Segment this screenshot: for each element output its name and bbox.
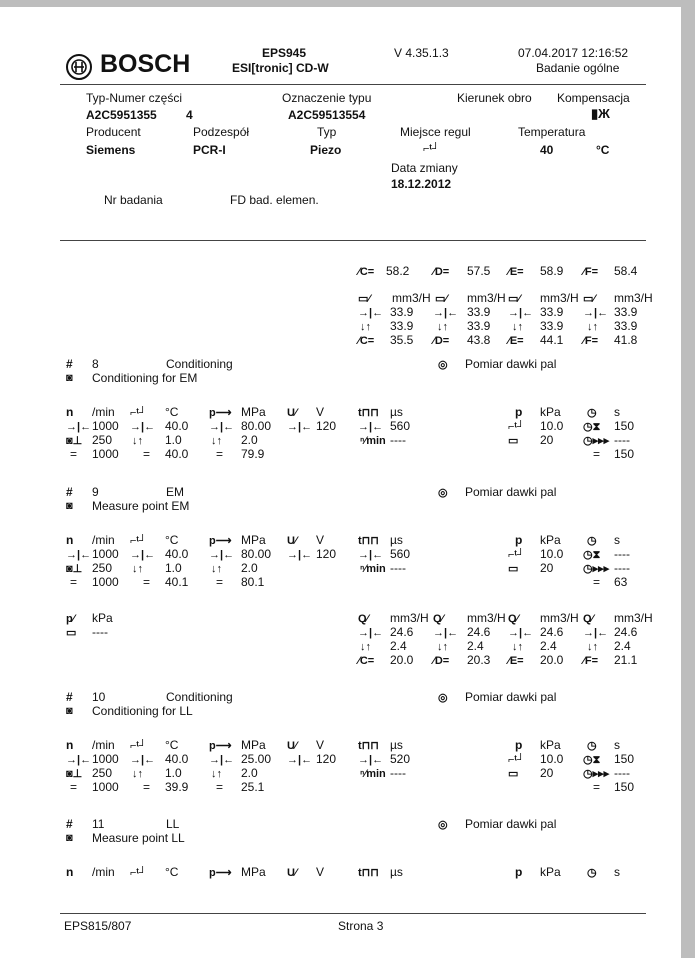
model: EPS945 <box>262 46 307 60</box>
section-desc: Conditioning for EM <box>92 371 198 385</box>
time-unit: µs <box>390 865 403 879</box>
p-label: p <box>515 533 523 547</box>
ramp-icon: ◙⊥ <box>66 435 83 447</box>
pressure-unit: MPa <box>241 405 266 419</box>
summary-f: 58.4 <box>614 264 638 278</box>
divider <box>60 84 646 85</box>
rpm-unit: /min <box>92 865 115 879</box>
summary-value: 35.5 <box>390 333 414 347</box>
subassembly-label: Podzespół <box>193 125 250 139</box>
setpoint-icon: →|← <box>358 421 384 433</box>
n-alt: 250 <box>92 766 113 780</box>
setpoint-icon: →|← <box>433 307 459 319</box>
quantity-icon: Q⁄ <box>358 613 369 625</box>
setpoint-icon: →|← <box>358 754 384 766</box>
thermometer-icon: ⌐ᵗ┘ <box>130 535 147 547</box>
s-alt: ---- <box>614 433 630 447</box>
section-type: Conditioning <box>166 690 233 704</box>
eq: = <box>143 447 151 461</box>
tolerance-icon: ↓↑ <box>132 563 143 575</box>
c-label: ⁄C= <box>358 266 375 278</box>
part-number: A2C5951355 <box>86 108 157 122</box>
n-label: n <box>66 405 74 419</box>
em-value: 24.6 <box>467 625 491 639</box>
kind-value: Piezo <box>310 143 342 157</box>
pressure-icon: ▭ <box>508 563 519 575</box>
quantity-icon: ▭⁄ <box>358 293 371 305</box>
em-value: 20.0 <box>540 653 564 667</box>
temp-act: 39.9 <box>165 780 189 794</box>
pressure-rail-icon: p⟶ <box>209 535 232 547</box>
temp-unit: °C <box>596 143 610 157</box>
summary-e: 58.9 <box>540 264 564 278</box>
bosch-logo-icon <box>66 54 92 80</box>
hash: # <box>66 485 73 499</box>
hash: # <box>66 817 73 831</box>
setpoint-icon: →|← <box>130 549 156 561</box>
per-min-icon: ⁿ⁄min <box>360 768 386 780</box>
measure-label: Pomiar dawki pal <box>465 817 557 831</box>
s-unit: s <box>614 865 620 879</box>
em-value: 2.4 <box>467 639 484 653</box>
eq: = <box>216 575 224 589</box>
n-act: 1000 <box>92 575 119 589</box>
voltage-set: 120 <box>316 547 337 561</box>
pressure-tol: 2.0 <box>241 433 258 447</box>
quantity-icon: ▭⁄ <box>435 293 448 305</box>
timer-run-icon: ◷▸▸▸ <box>583 768 610 780</box>
pressure-unit: MPa <box>241 533 266 547</box>
pressure-tol: 2.0 <box>241 766 258 780</box>
type-value: A2C59513554 <box>288 108 366 122</box>
quantity-icon: ▭⁄ <box>508 293 521 305</box>
change-label: Data zmiany <box>391 161 458 175</box>
s-set: 150 <box>614 752 635 766</box>
s-alt: ---- <box>614 561 630 575</box>
tolerance-icon: ↓↑ <box>211 435 222 447</box>
kpa-unit: kPa <box>540 865 561 879</box>
pressure-icon: ▭ <box>66 627 77 639</box>
unit: mm3/H <box>540 611 579 625</box>
summary-value: 33.9 <box>390 319 414 333</box>
temp-unit: °C <box>165 865 179 879</box>
quantity-icon: Q⁄ <box>583 613 594 625</box>
eq: = <box>216 447 224 461</box>
n-label: n <box>66 865 74 879</box>
pressure-rail-icon: p⟶ <box>209 740 232 752</box>
subassembly-value: PCR-I <box>193 143 226 157</box>
em-value: 21.1 <box>614 653 638 667</box>
report-page <box>0 7 681 958</box>
quantity-icon: Q⁄ <box>508 613 519 625</box>
test-no-label: Nr badania <box>104 193 163 207</box>
unit: mm3/H <box>614 291 653 305</box>
tolerance-icon: ↓↑ <box>211 563 222 575</box>
summary-c: 58.2 <box>386 264 410 278</box>
section-number: 8 <box>92 357 99 371</box>
ramp-icon: ◙⊥ <box>66 563 83 575</box>
summary-value: 43.8 <box>467 333 491 347</box>
temp-unit: °C <box>165 738 179 752</box>
timer-run-icon: ◷▸▸▸ <box>583 563 610 575</box>
eq: = <box>593 575 601 589</box>
voltage-icon: U⁄ <box>287 740 297 752</box>
thermometer-icon: ⌐ᵗ┘ <box>130 867 147 879</box>
section-desc: Measure point EM <box>92 499 190 513</box>
c-label: ⁄C= <box>358 655 375 667</box>
n-act: 1000 <box>92 780 119 794</box>
divider <box>60 240 646 241</box>
pressure-act: 79.9 <box>241 447 265 461</box>
em-value: 20.0 <box>390 653 414 667</box>
temp-unit: °C <box>165 533 179 547</box>
setpoint-icon: →|← <box>287 421 313 433</box>
summary-d: 57.5 <box>467 264 491 278</box>
compensation-label: Kompensacja <box>557 91 630 105</box>
timer-icon: ◷⧗ <box>583 421 601 433</box>
tolerance-icon: ↓↑ <box>437 321 448 333</box>
rpm-unit: /min <box>92 405 115 419</box>
summary-value: 33.9 <box>614 319 638 333</box>
rpm-unit: /min <box>92 738 115 752</box>
measure-icon: ◎ <box>438 487 448 499</box>
summary-value: 33.9 <box>467 305 491 319</box>
p-label: p⁄ <box>66 613 75 625</box>
hash: # <box>66 357 73 371</box>
voltage-unit: V <box>316 533 325 547</box>
step-icon: ◙ <box>66 372 73 384</box>
tolerance-icon: ↓↑ <box>587 321 598 333</box>
s-unit: s <box>614 738 620 752</box>
em-value: 24.6 <box>614 625 638 639</box>
clock-icon: ◷ <box>587 740 597 752</box>
clock-icon: ◷ <box>587 407 597 419</box>
eq: = <box>143 575 151 589</box>
n-set: 1000 <box>92 752 119 766</box>
timer-run-icon: ◷▸▸▸ <box>583 435 610 447</box>
time-set: 560 <box>390 419 411 433</box>
per-min-icon: ⁿ⁄min <box>360 435 386 447</box>
f-label: ⁄F= <box>583 655 598 667</box>
thermometer-icon: ⌐ᵗ┘ <box>508 421 525 433</box>
tolerance-icon: ↓↑ <box>360 641 371 653</box>
setpoint-icon: →|← <box>358 627 384 639</box>
pressure-act: 25.1 <box>241 780 265 794</box>
thermometer-icon: ⌐ᵗ┘ <box>130 407 147 419</box>
temp-set: 40.0 <box>165 752 189 766</box>
eq: = <box>216 780 224 794</box>
pressure-rail-icon: p⟶ <box>209 407 232 419</box>
s-act: 150 <box>614 447 635 461</box>
tolerance-icon: ↓↑ <box>132 768 143 780</box>
eq: = <box>593 447 601 461</box>
divider <box>60 913 646 914</box>
setpoint-icon: →|← <box>130 754 156 766</box>
n-set: 1000 <box>92 419 119 433</box>
e-label: ⁄E= <box>508 655 524 667</box>
report-title: Badanie ogólne <box>536 61 620 75</box>
em-value: 2.4 <box>614 639 631 653</box>
setpoint-icon: →|← <box>508 307 534 319</box>
section-desc: Conditioning for LL <box>92 704 193 718</box>
tolerance-icon: ↓↑ <box>360 321 371 333</box>
part-suffix: 4 <box>186 108 193 122</box>
unit: mm3/H <box>614 611 653 625</box>
em-kpa: kPa <box>92 611 113 625</box>
test-name: FD bad. elemen. <box>230 193 319 207</box>
voltage-icon: U⁄ <box>287 535 297 547</box>
pulse-icon: t⊓⊓ <box>358 867 379 879</box>
em-value: 24.6 <box>390 625 414 639</box>
measure-label: Pomiar dawki pal <box>465 485 557 499</box>
time-unit: µs <box>390 405 403 419</box>
unit: mm3/H <box>390 611 429 625</box>
tolerance-icon: ↓↑ <box>512 641 523 653</box>
reg-label: Miejsce regul <box>400 125 471 139</box>
summary-value: 33.9 <box>390 305 414 319</box>
measure-icon: ◎ <box>438 819 448 831</box>
setpoint-icon: →|← <box>66 754 92 766</box>
n-label: n <box>66 533 74 547</box>
tolerance-icon: ↓↑ <box>132 435 143 447</box>
unit: mm3/H <box>467 611 506 625</box>
clock-icon: ◷ <box>587 867 597 879</box>
d-label: ⁄D= <box>433 335 450 347</box>
em-value: 2.4 <box>540 639 557 653</box>
temp-unit: °C <box>165 405 179 419</box>
pulse-icon: t⊓⊓ <box>358 535 379 547</box>
pressure-icon: ▭ <box>508 768 519 780</box>
kpa-set: 10.0 <box>540 419 564 433</box>
f-label: ⁄F= <box>583 266 598 278</box>
voltage-icon: U⁄ <box>287 407 297 419</box>
voltage-unit: V <box>316 738 325 752</box>
unit: mm3/H <box>467 291 506 305</box>
setpoint-icon: →|← <box>358 307 384 319</box>
em-val: ---- <box>92 625 108 639</box>
n-alt: 250 <box>92 561 113 575</box>
eq: = <box>70 447 78 461</box>
kpa-alt: 20 <box>540 433 554 447</box>
em-value: 24.6 <box>540 625 564 639</box>
voltage-unit: V <box>316 405 325 419</box>
t-alt: ---- <box>390 561 406 575</box>
summary-value: 33.9 <box>614 305 638 319</box>
s-set: 150 <box>614 419 635 433</box>
step-icon: ◙ <box>66 832 73 844</box>
pressure-tol: 2.0 <box>241 561 258 575</box>
voltage-set: 120 <box>316 752 337 766</box>
pressure-rail-icon: p⟶ <box>209 867 232 879</box>
s-act: 150 <box>614 780 635 794</box>
setpoint-icon: →|← <box>287 549 313 561</box>
e-label: ⁄E= <box>508 335 524 347</box>
section-type: Conditioning <box>166 357 233 371</box>
s-set: ---- <box>614 547 630 561</box>
time-set: 560 <box>390 547 411 561</box>
per-min-icon: ⁿ⁄min <box>360 563 386 575</box>
thermometer-icon: ⌐ᵗ┘ <box>130 740 147 752</box>
temp-tol: 1.0 <box>165 433 182 447</box>
e-label: ⁄E= <box>508 266 524 278</box>
compensation-icon: ▮Ж <box>591 106 610 121</box>
thermometer-reg-icon: ⌐ᵗ┘ <box>423 143 440 155</box>
temp-set: 40.0 <box>165 547 189 561</box>
c-label: ⁄C= <box>358 335 375 347</box>
s-unit: s <box>614 405 620 419</box>
time-unit: µs <box>390 533 403 547</box>
measure-label: Pomiar dawki pal <box>465 690 557 704</box>
p-label: p <box>515 405 523 419</box>
kpa-unit: kPa <box>540 405 561 419</box>
em-value: 2.4 <box>390 639 407 653</box>
footer-device: EPS815/807 <box>64 919 132 933</box>
kpa-alt: 20 <box>540 561 554 575</box>
type-label: Oznaczenie typu <box>282 91 372 105</box>
section-type: LL <box>166 817 180 831</box>
thermometer-icon: ⌐ᵗ┘ <box>508 549 525 561</box>
pressure-icon: ▭ <box>508 435 519 447</box>
summary-value: 33.9 <box>467 319 491 333</box>
pressure-set: 25.00 <box>241 752 272 766</box>
setpoint-icon: →|← <box>209 754 235 766</box>
voltage-icon: U⁄ <box>287 867 297 879</box>
pressure-unit: MPa <box>241 738 266 752</box>
temp-act: 40.1 <box>165 575 189 589</box>
temp-tol: 1.0 <box>165 766 182 780</box>
em-value: 20.3 <box>467 653 491 667</box>
kpa-set: 10.0 <box>540 547 564 561</box>
timer-icon: ◷⧗ <box>583 549 601 561</box>
s-act: 63 <box>614 575 628 589</box>
section-type: EM <box>166 485 184 499</box>
eq: = <box>143 780 151 794</box>
rpm-unit: /min <box>92 533 115 547</box>
n-set: 1000 <box>92 547 119 561</box>
timer-icon: ◷⧗ <box>583 754 601 766</box>
section-desc: Measure point LL <box>92 831 185 845</box>
n-alt: 250 <box>92 433 113 447</box>
brand: BOSCH <box>100 50 191 78</box>
software: ESI[tronic] CD-W <box>232 61 329 75</box>
temp-act: 40.0 <box>165 447 189 461</box>
s-alt: ---- <box>614 766 630 780</box>
pulse-icon: t⊓⊓ <box>358 740 379 752</box>
hash: # <box>66 690 73 704</box>
s-unit: s <box>614 533 620 547</box>
d-label: ⁄D= <box>433 655 450 667</box>
producer-label: Producent <box>86 125 141 139</box>
p-label: p <box>515 865 523 879</box>
pulse-icon: t⊓⊓ <box>358 407 379 419</box>
summary-value: 41.8 <box>614 333 638 347</box>
eq: = <box>70 575 78 589</box>
setpoint-icon: →|← <box>583 627 609 639</box>
measure-label: Pomiar dawki pal <box>465 357 557 371</box>
ramp-icon: ◙⊥ <box>66 768 83 780</box>
section-number: 10 <box>92 690 106 704</box>
tolerance-icon: ↓↑ <box>512 321 523 333</box>
thermometer-icon: ⌐ᵗ┘ <box>508 754 525 766</box>
pressure-set: 80.00 <box>241 419 272 433</box>
setpoint-icon: →|← <box>209 549 235 561</box>
measure-icon: ◎ <box>438 692 448 704</box>
producer-value: Siemens <box>86 143 136 157</box>
tolerance-icon: ↓↑ <box>587 641 598 653</box>
p-label: p <box>515 738 523 752</box>
summary-value: 33.9 <box>540 305 564 319</box>
temp-set: 40.0 <box>165 419 189 433</box>
setpoint-icon: →|← <box>508 627 534 639</box>
pressure-act: 80.1 <box>241 575 265 589</box>
summary-value: 44.1 <box>540 333 564 347</box>
tolerance-icon: ↓↑ <box>437 641 448 653</box>
time-set: 520 <box>390 752 411 766</box>
measure-icon: ◎ <box>438 359 448 371</box>
temp-tol: 1.0 <box>165 561 182 575</box>
datetime: 07.04.2017 12:16:52 <box>518 46 629 60</box>
part-label: Typ-Numer części <box>86 91 183 105</box>
kpa-unit: kPa <box>540 533 561 547</box>
setpoint-icon: →|← <box>130 421 156 433</box>
unit: mm3/H <box>540 291 579 305</box>
n-label: n <box>66 738 74 752</box>
voltage-set: 120 <box>316 419 337 433</box>
page-number: Strona 3 <box>338 919 384 933</box>
t-alt: ---- <box>390 433 406 447</box>
tolerance-icon: ↓↑ <box>211 768 222 780</box>
step-icon: ◙ <box>66 705 73 717</box>
version: V 4.35.1.3 <box>394 46 449 60</box>
setpoint-icon: →|← <box>66 421 92 433</box>
summary-value: 33.9 <box>540 319 564 333</box>
pressure-unit: MPa <box>241 865 266 879</box>
temp-value: 40 <box>540 143 554 157</box>
n-act: 1000 <box>92 447 119 461</box>
kind-label: Typ <box>317 125 337 139</box>
t-alt: ---- <box>390 766 406 780</box>
kpa-alt: 20 <box>540 766 554 780</box>
rotation-label: Kierunek obro <box>457 91 532 105</box>
step-icon: ◙ <box>66 500 73 512</box>
clock-icon: ◷ <box>587 535 597 547</box>
setpoint-icon: →|← <box>209 421 235 433</box>
setpoint-icon: →|← <box>66 549 92 561</box>
section-number: 11 <box>92 817 105 831</box>
kpa-set: 10.0 <box>540 752 564 766</box>
voltage-unit: V <box>316 865 325 879</box>
setpoint-icon: →|← <box>287 754 313 766</box>
eq: = <box>70 780 78 794</box>
d-label: ⁄D= <box>433 266 450 278</box>
unit: mm3/H <box>392 291 431 305</box>
quantity-icon: Q⁄ <box>433 613 444 625</box>
kpa-unit: kPa <box>540 738 561 752</box>
pressure-set: 80.00 <box>241 547 272 561</box>
temp-label: Temperatura <box>518 125 586 139</box>
time-unit: µs <box>390 738 403 752</box>
setpoint-icon: →|← <box>358 549 384 561</box>
setpoint-icon: →|← <box>583 307 609 319</box>
f-label: ⁄F= <box>583 335 598 347</box>
quantity-icon: ▭⁄ <box>583 293 596 305</box>
setpoint-icon: →|← <box>433 627 459 639</box>
eq: = <box>593 780 601 794</box>
change-value: 18.12.2012 <box>391 177 452 191</box>
section-number: 9 <box>92 485 99 499</box>
